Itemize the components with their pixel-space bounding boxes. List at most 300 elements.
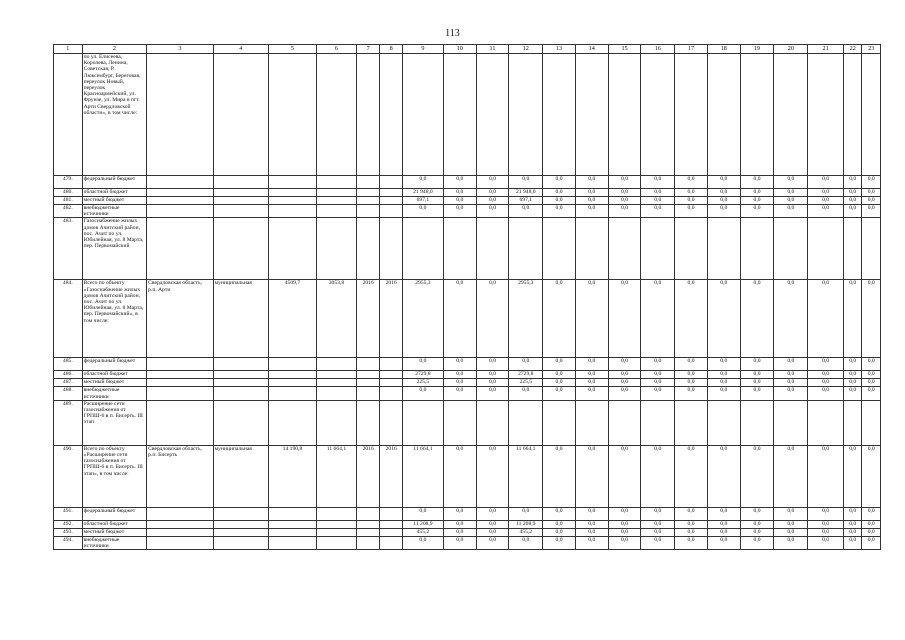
table-cell: [380, 205, 403, 218]
table-cell: 0,0: [443, 536, 476, 549]
table-cell: 455,2: [402, 528, 443, 536]
table-cell: [268, 189, 316, 197]
table-cell: 11 664,1: [317, 445, 357, 507]
table-cell: 0,0: [543, 379, 576, 387]
table-row: [54, 379, 881, 387]
table-cell: [317, 371, 357, 379]
table-cell: [476, 400, 509, 445]
table-cell: [740, 54, 774, 176]
table-cell: [543, 400, 576, 445]
table-cell: [380, 54, 403, 176]
table-cell: 0,0: [575, 379, 608, 387]
row-number-cell: 492.: [54, 520, 83, 528]
table-cell: [213, 387, 268, 400]
table-cell: [543, 218, 576, 280]
table-cell: [317, 536, 357, 549]
table-cell: 0,0: [862, 205, 881, 218]
table-cell: 0,0: [740, 379, 774, 387]
table-cell: [356, 520, 380, 528]
row-number-cell: 493.: [54, 528, 83, 536]
table-cell: 0,0: [509, 536, 543, 549]
column-header: 20: [774, 45, 808, 54]
table-cell: [268, 520, 316, 528]
table-cell: 0,0: [675, 379, 708, 387]
table-row: [54, 445, 881, 507]
table-cell: [380, 536, 403, 549]
table-cell: 0,0: [608, 371, 641, 379]
table-cell: [608, 218, 641, 280]
table-cell: 2016: [380, 445, 403, 507]
table-cell: [147, 54, 214, 176]
table-cell: [707, 218, 740, 280]
table-cell: 0,0: [707, 189, 740, 197]
row-number-cell: 488.: [54, 387, 83, 400]
table-cell: [774, 218, 808, 280]
table-cell: 2016: [356, 445, 380, 507]
table-cell: [213, 379, 268, 387]
table-cell: 0,0: [608, 528, 641, 536]
table-cell: 0,0: [608, 445, 641, 507]
table-cell: 0,0: [740, 528, 774, 536]
table-cell: [213, 400, 268, 445]
table-cell: 0,0: [543, 358, 576, 371]
table-cell: 0,0: [844, 358, 862, 371]
table-cell: 21 948,0: [509, 189, 543, 197]
table-cell: [641, 218, 675, 280]
table-cell: 0,0: [575, 528, 608, 536]
table-cell: 0,0: [707, 520, 740, 528]
table-cell: 0,0: [862, 197, 881, 205]
table-cell: [317, 205, 357, 218]
table-cell: [268, 54, 316, 176]
table-cell: [213, 536, 268, 549]
table-cell: 0,0: [862, 528, 881, 536]
table-cell: 0,0: [641, 536, 675, 549]
table-row: [54, 536, 881, 549]
table-cell: 0,0: [707, 445, 740, 507]
column-header: 13: [543, 45, 576, 54]
table-cell: [147, 379, 214, 387]
table-header: [54, 45, 881, 54]
row-number-cell: 483.: [54, 218, 83, 280]
table-row: [54, 197, 881, 205]
table-cell: 2729,8: [509, 371, 543, 379]
table-cell: [147, 189, 214, 197]
table-cell: 0,0: [476, 280, 509, 358]
table-cell: 0,0: [844, 445, 862, 507]
table-cell: [608, 54, 641, 176]
table-cell: 0,0: [608, 189, 641, 197]
table-cell: 0,0: [443, 387, 476, 400]
table-cell: 0,0: [774, 371, 808, 379]
table-cell: 0,0: [707, 387, 740, 400]
table-cell: [147, 358, 214, 371]
table-cell: [862, 54, 881, 176]
table-cell: [147, 176, 214, 189]
table-cell: 0,0: [443, 197, 476, 205]
table-cell: [356, 189, 380, 197]
table-cell: [380, 387, 403, 400]
table-cell: [356, 218, 380, 280]
column-header: 11: [476, 45, 509, 54]
table-cell: 0,0: [844, 536, 862, 549]
table-cell: [356, 54, 380, 176]
table-cell: 0,0: [675, 176, 708, 189]
table-cell: 0,0: [443, 205, 476, 218]
row-name-cell: Всего по объекту «Расширение сети газоснабжения от ГРПШ-6 в п. Бисерть. III этап», в том числе:: [82, 445, 146, 507]
table-cell: 0,0: [740, 205, 774, 218]
table-cell: 0,0: [774, 507, 808, 520]
table-cell: 0,0: [808, 205, 844, 218]
table-cell: [317, 189, 357, 197]
row-name-cell: областной бюджет: [82, 520, 146, 528]
table-cell: [380, 176, 403, 189]
table-cell: 0,0: [608, 358, 641, 371]
table-cell: 0,0: [443, 176, 476, 189]
column-header: 18: [707, 45, 740, 54]
table-cell: [317, 54, 357, 176]
row-number-cell: [54, 54, 83, 176]
column-header: 8: [380, 45, 403, 54]
column-header: 5: [268, 45, 316, 54]
table-cell: 2729,8: [402, 371, 443, 379]
table-cell: 0,0: [476, 528, 509, 536]
table-cell: 0,0: [844, 387, 862, 400]
table-cell: [147, 371, 214, 379]
table-cell: [402, 400, 443, 445]
table-cell: [356, 536, 380, 549]
column-header: 16: [641, 45, 675, 54]
table-cell: [509, 54, 543, 176]
table-cell: 0,0: [675, 536, 708, 549]
table-cell: [147, 400, 214, 445]
table-cell: [402, 218, 443, 280]
table-cell: [356, 197, 380, 205]
table-cell: 0,0: [774, 189, 808, 197]
table-cell: 2016: [356, 280, 380, 358]
table-cell: 0,0: [476, 205, 509, 218]
table-cell: 0,0: [543, 280, 576, 358]
table-cell: [147, 528, 214, 536]
table-cell: [356, 400, 380, 445]
table-cell: 0,0: [476, 507, 509, 520]
table-cell: [317, 176, 357, 189]
table-cell: 0,0: [476, 197, 509, 205]
table-cell: [740, 400, 774, 445]
table-cell: 0,0: [476, 189, 509, 197]
table-cell: 0,0: [443, 189, 476, 197]
table-cell: [543, 54, 576, 176]
table-cell: 0,0: [476, 387, 509, 400]
table-cell: 0,0: [476, 445, 509, 507]
table-cell: 0,0: [641, 358, 675, 371]
table-cell: 0,0: [844, 205, 862, 218]
table-cell: 0,0: [543, 189, 576, 197]
table-cell: [380, 379, 403, 387]
table-cell: [213, 189, 268, 197]
row-number-cell: 486.: [54, 371, 83, 379]
table-cell: [707, 400, 740, 445]
table-cell: 0,0: [740, 536, 774, 549]
table-cell: [147, 205, 214, 218]
table-cell: 0,0: [707, 197, 740, 205]
table-cell: 0,0: [844, 528, 862, 536]
table-body: [54, 54, 881, 550]
table-cell: 0,0: [844, 176, 862, 189]
table-cell: 0,0: [774, 358, 808, 371]
table-row: [54, 189, 881, 197]
page-number: 113: [445, 28, 460, 39]
table-cell: [356, 528, 380, 536]
row-name-cell: внебюджетные источники: [82, 205, 146, 218]
table-cell: [356, 358, 380, 371]
table-row: [54, 387, 881, 400]
table-cell: 0,0: [740, 280, 774, 358]
table-cell: [707, 54, 740, 176]
table-cell: 0,0: [641, 387, 675, 400]
table-row: [54, 371, 881, 379]
table-cell: Свердловская область, р.п. Арти: [147, 280, 214, 358]
table-cell: [317, 358, 357, 371]
table-cell: [476, 218, 509, 280]
table-cell: 0,0: [740, 445, 774, 507]
table-cell: [380, 520, 403, 528]
table-cell: муниципальная: [213, 280, 268, 358]
table-cell: 0,0: [402, 176, 443, 189]
row-name-cell: по ул. Елисеева, Королева, Ленина, Советская, Р. Люксембург, Береговая, переулок Новый, переулок Красноармейский, ул. Фрунзе, ул. Мира в пгт. Арти Свердловской области», в том числе:: [82, 54, 146, 176]
table-cell: [356, 387, 380, 400]
table-cell: 11 208,9: [402, 520, 443, 528]
table-cell: 0,0: [608, 379, 641, 387]
table-cell: 0,0: [808, 536, 844, 549]
table-cell: [213, 520, 268, 528]
table-cell: 0,0: [675, 445, 708, 507]
table-cell: 0,0: [575, 387, 608, 400]
table-cell: 0,0: [844, 197, 862, 205]
table-cell: 2016: [380, 280, 403, 358]
table-cell: 0,0: [707, 507, 740, 520]
table-cell: 697,1: [402, 197, 443, 205]
table-cell: муниципальная: [213, 445, 268, 507]
table-cell: 0,0: [740, 176, 774, 189]
table-cell: 0,0: [575, 507, 608, 520]
table-cell: 0,0: [844, 280, 862, 358]
table-cell: 0,0: [575, 371, 608, 379]
table-cell: 0,0: [641, 197, 675, 205]
table-cell: 0,0: [862, 176, 881, 189]
row-name-cell: местный бюджет: [82, 379, 146, 387]
table-cell: 0,0: [808, 371, 844, 379]
table-cell: 0,0: [543, 387, 576, 400]
table-cell: 0,0: [844, 520, 862, 528]
table-row: [54, 400, 881, 445]
table-cell: 0,0: [608, 176, 641, 189]
table-cell: [675, 218, 708, 280]
table-cell: 225,5: [402, 379, 443, 387]
table-cell: [808, 218, 844, 280]
table-cell: 455,2: [509, 528, 543, 536]
table-row: [54, 205, 881, 218]
table-cell: 0,0: [509, 205, 543, 218]
table-cell: [213, 54, 268, 176]
table-cell: 0,0: [443, 507, 476, 520]
table-cell: 0,0: [543, 520, 576, 528]
table-cell: 0,0: [402, 358, 443, 371]
table-cell: 0,0: [675, 280, 708, 358]
table-cell: 0,0: [608, 507, 641, 520]
table-cell: [380, 507, 403, 520]
table-cell: 0,0: [844, 507, 862, 520]
row-number-cell: 482.: [54, 205, 83, 218]
table-cell: [317, 218, 357, 280]
table-cell: 0,0: [575, 205, 608, 218]
table-cell: 0,0: [808, 280, 844, 358]
table-cell: 2955,3: [509, 280, 543, 358]
table-cell: [380, 371, 403, 379]
table-cell: [147, 536, 214, 549]
table-cell: 0,0: [575, 197, 608, 205]
row-number-cell: 494.: [54, 536, 83, 549]
table-cell: 2955,3: [402, 280, 443, 358]
table-cell: 0,0: [608, 520, 641, 528]
table-cell: 0,0: [707, 536, 740, 549]
table-cell: [268, 218, 316, 280]
table-cell: [740, 218, 774, 280]
table-cell: 0,0: [675, 507, 708, 520]
table-cell: 0,0: [707, 528, 740, 536]
table-cell: [380, 528, 403, 536]
table-cell: [213, 218, 268, 280]
table-cell: [268, 371, 316, 379]
table-cell: 0,0: [509, 507, 543, 520]
table-cell: 0,0: [476, 358, 509, 371]
table-cell: [443, 400, 476, 445]
table-cell: [808, 54, 844, 176]
table-cell: 0,0: [608, 197, 641, 205]
table-cell: 0,0: [443, 379, 476, 387]
column-header: 15: [608, 45, 641, 54]
table-cell: 0,0: [808, 528, 844, 536]
table-cell: 0,0: [575, 445, 608, 507]
table-cell: 0,0: [675, 205, 708, 218]
table-cell: 0,0: [774, 280, 808, 358]
table-cell: 0,0: [774, 197, 808, 205]
table-row: [54, 218, 881, 280]
table-cell: Свердловская область, р.п. Бисерть: [147, 445, 214, 507]
table-cell: 0,0: [476, 536, 509, 549]
table-cell: 0,0: [844, 371, 862, 379]
table-cell: [356, 371, 380, 379]
table-cell: [509, 218, 543, 280]
table-cell: [317, 197, 357, 205]
table-cell: 0,0: [443, 280, 476, 358]
table-cell: 0,0: [862, 536, 881, 549]
column-header: 21: [808, 45, 844, 54]
table-cell: 0,0: [740, 197, 774, 205]
table-cell: 0,0: [675, 189, 708, 197]
table-cell: [862, 218, 881, 280]
table-cell: 0,0: [808, 379, 844, 387]
table-row: [54, 176, 881, 189]
table-cell: [268, 379, 316, 387]
table-cell: 0,0: [402, 205, 443, 218]
table-cell: [147, 507, 214, 520]
table-cell: 0,0: [862, 280, 881, 358]
table-cell: 0,0: [862, 189, 881, 197]
column-header: 3: [147, 45, 214, 54]
table-cell: [356, 379, 380, 387]
table-cell: [380, 358, 403, 371]
row-name-cell: федеральный бюджет: [82, 507, 146, 520]
table-cell: [608, 400, 641, 445]
row-number-cell: 480.: [54, 189, 83, 197]
table-cell: 0,0: [543, 445, 576, 507]
table-cell: [844, 400, 862, 445]
table-cell: 21 948,0: [402, 189, 443, 197]
table-cell: 0,0: [641, 507, 675, 520]
table-cell: 0,0: [575, 176, 608, 189]
table-cell: [476, 54, 509, 176]
table-cell: 0,0: [476, 520, 509, 528]
table-cell: 0,0: [740, 507, 774, 520]
table-cell: 11 664,1: [402, 445, 443, 507]
table-cell: 0,0: [740, 387, 774, 400]
table-cell: 225,5: [509, 379, 543, 387]
table-cell: 0,0: [774, 176, 808, 189]
table-cell: [402, 54, 443, 176]
table-cell: [147, 218, 214, 280]
row-name-cell: внебюджетные источники: [82, 387, 146, 400]
row-name-cell: Расширение сети газоснабжения от ГРПШ-6 в п. Бисерть. III этап: [82, 400, 146, 445]
table-cell: 0,0: [862, 358, 881, 371]
table-cell: 4509,7: [268, 280, 316, 358]
table-cell: 3053,8: [317, 280, 357, 358]
row-name-cell: федеральный бюджет: [82, 358, 146, 371]
table-cell: [268, 358, 316, 371]
row-name-cell: областной бюджет: [82, 189, 146, 197]
table-row: [54, 507, 881, 520]
column-header: 2: [82, 45, 146, 54]
table-cell: [356, 507, 380, 520]
table-cell: [575, 400, 608, 445]
table-cell: 697,1: [509, 197, 543, 205]
table-cell: 0,0: [675, 371, 708, 379]
table-cell: 0,0: [543, 176, 576, 189]
column-header: 10: [443, 45, 476, 54]
table-cell: 0,0: [844, 189, 862, 197]
table-cell: 0,0: [476, 176, 509, 189]
table-cell: 0,0: [740, 358, 774, 371]
table-cell: 0,0: [844, 379, 862, 387]
table-row: [54, 520, 881, 528]
table-cell: 0,0: [740, 371, 774, 379]
table-cell: [317, 507, 357, 520]
table-cell: [380, 218, 403, 280]
table-cell: 0,0: [443, 520, 476, 528]
table-cell: [380, 197, 403, 205]
table-cell: 0,0: [774, 205, 808, 218]
table-cell: [356, 205, 380, 218]
table-cell: [575, 54, 608, 176]
table-cell: 0,0: [641, 379, 675, 387]
table-cell: [774, 54, 808, 176]
table-cell: [443, 218, 476, 280]
table-cell: [317, 387, 357, 400]
row-name-cell: федеральный бюджет: [82, 176, 146, 189]
table-cell: [268, 176, 316, 189]
table-cell: 0,0: [707, 176, 740, 189]
row-number-cell: 491.: [54, 507, 83, 520]
